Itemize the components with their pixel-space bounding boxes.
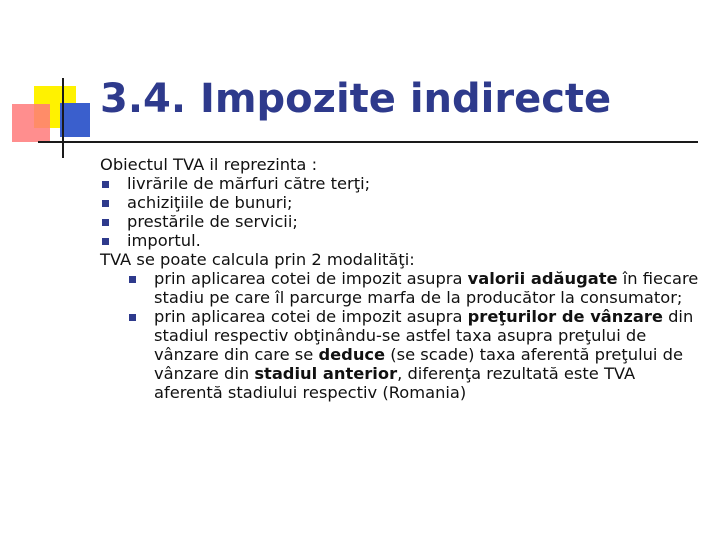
square-bullet-icon <box>102 219 109 226</box>
list-item: prestările de servicii; <box>100 212 705 231</box>
square-bullet-icon <box>102 200 109 207</box>
intro-modalitati: TVA se poate calcula prin 2 modalităţi: <box>100 250 415 269</box>
slide-title: 3.4. Impozite indirecte <box>100 76 612 122</box>
method-item-valoare-adaugata: prin aplicarea cotei de impozit asupra valorii adăugate în fiecare stadiu pe care îl parcurge marfa de la producător la consumator; <box>127 269 705 307</box>
square-bullet-icon <box>129 314 136 321</box>
list-item: achiziţiile de bunuri; <box>100 193 705 212</box>
list-item: importul. <box>100 231 705 250</box>
slide-body <box>100 155 705 402</box>
square-bullet-icon <box>102 238 109 245</box>
square-bullet-icon <box>129 276 136 283</box>
square-bullet-icon <box>102 181 109 188</box>
list-item: livrările de mărfuri către terţi; <box>100 174 705 193</box>
decor-vertical-line <box>62 78 64 158</box>
decor-blue-square <box>60 103 90 137</box>
method-item-pret-vanzare: prin aplicarea cotei de impozit asupra preţurilor de vânzare din stadiul respectiv obţinându-se astfel taxa asupra preţului de vânzare din care se deduce (se scade) taxa aferentă preţului de vânzare din stadiul anterior, diferenţa rezultată este TVA aferentă stadiului respectiv (Romania) <box>127 307 705 402</box>
intro-obiectul: Obiectul TVA il reprezinta : <box>100 155 318 174</box>
title-divider-line <box>38 141 698 143</box>
decor-red-square <box>12 104 50 142</box>
